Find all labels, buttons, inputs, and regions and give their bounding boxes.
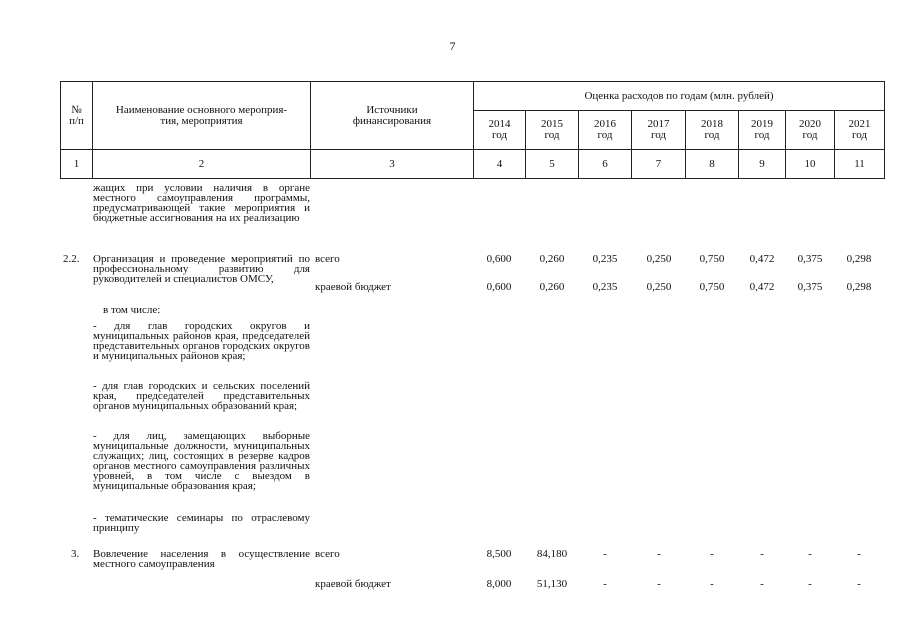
value-cell: 0,375 — [797, 253, 823, 265]
value-cell: 0,600 — [486, 253, 512, 265]
source-total: всего — [315, 548, 340, 560]
header-year: 2014 год — [473, 110, 526, 150]
header-year: 2017 год — [631, 110, 686, 150]
value-cell: 0,235 — [592, 281, 618, 293]
value-cell: - — [710, 548, 714, 560]
index-cell: 9 — [738, 149, 786, 179]
row-name: Вовлечение населения в осуществление местного самоуправления — [93, 548, 310, 570]
index-cell: 6 — [578, 149, 632, 179]
index-cell: 11 — [834, 149, 885, 179]
source-regional: краевой бюджет — [315, 281, 391, 293]
value-cell: - — [760, 578, 764, 590]
source-total: всего — [315, 253, 340, 265]
value-cell: - — [760, 548, 764, 560]
value-cell: - — [710, 578, 714, 590]
value-cell: 0,250 — [646, 281, 672, 293]
value-cell: - — [857, 548, 861, 560]
index-cell: 1 — [60, 149, 93, 179]
row-number: 2.2. — [63, 253, 80, 265]
value-cell: 0,260 — [539, 281, 565, 293]
value-cell: 0,298 — [846, 253, 872, 265]
header-col-costs: Оценка расходов по годам (млн. рублей) — [473, 81, 885, 111]
value-cell: 0,298 — [846, 281, 872, 293]
source-regional: краевой бюджет — [315, 578, 391, 590]
including-label: в том числе: — [103, 304, 161, 316]
header-year: 2021 год — [834, 110, 885, 150]
value-cell: - — [808, 548, 812, 560]
page-number: 7 — [449, 39, 456, 53]
header-year: 2018 год — [685, 110, 739, 150]
value-cell: 51,130 — [536, 578, 568, 590]
index-cell: 7 — [631, 149, 686, 179]
sub-item: - для лиц, замещающих выборные муниципальные должности, муниципальных служащих; лиц, состоящих в резерве кадров органов местного самоуправления различных уровней, в том числе с выездом в муниципальные образования края; — [93, 430, 310, 492]
index-cell: 5 — [525, 149, 579, 179]
index-cell: 3 — [310, 149, 474, 179]
value-cell: 84,180 — [536, 548, 568, 560]
value-cell: - — [857, 578, 861, 590]
index-cell: 10 — [785, 149, 835, 179]
value-cell: - — [808, 578, 812, 590]
value-cell: - — [657, 548, 661, 560]
header-col-source: Источники финансирования — [310, 81, 474, 150]
row-number: 3. — [71, 548, 80, 560]
value-cell: - — [603, 548, 607, 560]
value-cell: 0,260 — [539, 253, 565, 265]
header-col-name: Наименование основного мероприя- тия, мероприятия — [92, 81, 311, 150]
row-name: Организация и проведение мероприятий по профессиональному развитию для руководителей и специалистов ОМСУ, — [93, 253, 310, 285]
value-cell: 0,375 — [797, 281, 823, 293]
sub-item: - тематические семинары по отраслевому принципу — [93, 512, 310, 534]
header-year: 2015 год — [525, 110, 579, 150]
sub-item: - для глав городских и сельских поселений края, председателей представительных органов муниципальных образований края; — [93, 380, 310, 412]
index-cell: 4 — [473, 149, 526, 179]
header-col-num: № п/п — [60, 81, 93, 150]
value-cell: 8,500 — [486, 548, 512, 560]
value-cell: 0,235 — [592, 253, 618, 265]
header-year: 2016 год — [578, 110, 632, 150]
sub-item: - для глав городских округов и муниципальных районов края, председателей представительных органов городских округов и муниципальных районов края; — [93, 320, 310, 362]
value-cell: 0,250 — [646, 253, 672, 265]
index-cell: 2 — [92, 149, 311, 179]
header-year: 2020 год — [785, 110, 835, 150]
continuation-text: жащих при условии наличия в органе местного самоуправления программы, предусматривающей такие мероприятия и бюджетные ассигнования на их реализацию — [93, 182, 310, 224]
value-cell: 0,750 — [699, 253, 725, 265]
value-cell: - — [657, 578, 661, 590]
value-cell: - — [603, 578, 607, 590]
index-cell: 8 — [685, 149, 739, 179]
value-cell: 0,750 — [699, 281, 725, 293]
value-cell: 0,600 — [486, 281, 512, 293]
value-cell: 0,472 — [749, 281, 775, 293]
value-cell: 0,472 — [749, 253, 775, 265]
header-year: 2019 год — [738, 110, 786, 150]
value-cell: 8,000 — [486, 578, 512, 590]
